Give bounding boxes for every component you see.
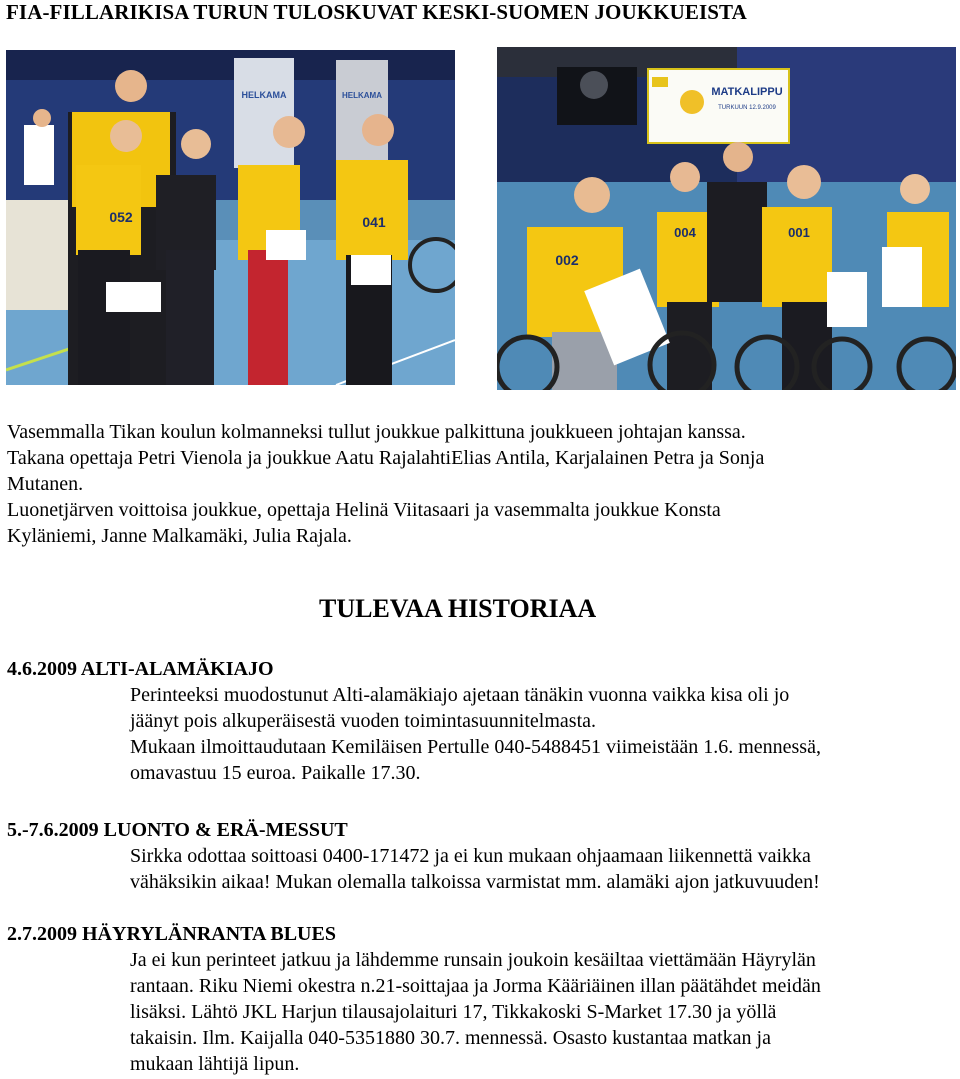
bib-number: 002 <box>555 252 579 268</box>
event-heading: 4.6.2009 ALTI-ALAMÄKIAJO <box>7 658 274 680</box>
team-photo-luonetjarvi <box>497 47 956 390</box>
team-photo-tikka <box>6 50 455 385</box>
event-line: takaisin. Ilm. Kaijalla 040-5351880 30.7. mennessä. Osasto kustantaa matkan ja <box>130 1027 771 1049</box>
event-line: lisäksi. Lähtö JKL Harjun tilausajolaituri 17, Tikkakoski S-Market 17.30 ja yöllä <box>130 1001 777 1023</box>
event-line: Perinteeksi muodostunut Alti-alamäkiajo ajetaan tänäkin vuonna vaikka kisa oli jo <box>130 684 790 706</box>
event-description <box>7 947 821 1077</box>
event-line: vähäksikin aikaa! Mukan olemalla talkoissa varmistat mm. alamäki ajon jatkuvuuden! <box>130 871 820 893</box>
section-heading: TULEVAA HISTORIAA <box>319 594 597 623</box>
event-line: mukaan lähtijä lipun. <box>130 1053 300 1075</box>
bib-number: 001 <box>788 225 810 240</box>
caption-line: Vasemmalla Tikan koulun kolmanneksi tullut joukkue palkittuna joukkueen johtajan kanssa. <box>7 421 746 443</box>
caption-line: Luonetjärven voittoisa joukkue, opettaja Helinä Viitasaari ja vasemmalta joukkue Konsta <box>7 499 721 521</box>
page-title: FIA-FILLARIKISA TURUN TULOSKUVAT KESKI-SUOMEN JOUKKUEISTA <box>6 0 747 24</box>
event-heading: 2.7.2009 HÄYRYLÄNRANTA BLUES <box>7 923 336 945</box>
sign-subtitle: TURKUUN 12.9.2009 <box>718 105 776 111</box>
event-luonto-era-messut <box>7 817 820 895</box>
bib-number: 004 <box>674 225 696 240</box>
caption-line: Takana opettaja Petri Vienola ja joukkue Aatu RajalahtiElias Antila, Karjalainen Petra ja Sonja <box>7 447 765 469</box>
banner-label: HELKAMA <box>342 91 382 100</box>
banner-label: HELKAMA <box>241 90 287 100</box>
event-line: rantaan. Riku Niemi okestra n.21-soittajaa ja Jorma Kääriäinen illan päätähdet meidän <box>130 975 821 997</box>
caption-line: Kyläniemi, Janne Malkamäki, Julia Rajala. <box>7 525 352 547</box>
event-line: jäänyt pois alkuperäisestä vuoden toimintasuunnitelmasta. <box>130 710 597 732</box>
event-hayrylanranta-blues <box>7 921 821 1077</box>
event-heading: 5.-7.6.2009 LUONTO & ERÄ-MESSUT <box>7 819 348 841</box>
bib-number: 041 <box>362 214 386 230</box>
bib-number: 052 <box>109 209 133 225</box>
event-alti-alamakiajo <box>7 656 821 786</box>
photo-caption <box>7 419 947 549</box>
event-description <box>7 682 821 786</box>
event-line: Sirkka odottaa soittoasi 0400-171472 ja ei kun mukaan ohjaamaan liikennettä vaikka <box>130 845 811 867</box>
sign-title: MATKALIPPU <box>711 86 783 98</box>
caption-line: Mutanen. <box>7 473 84 495</box>
event-line: Mukaan ilmoittaudutaan Kemiläisen Pertulle 040-5488451 viimeistään 1.6. mennessä, <box>130 736 821 758</box>
event-description <box>7 843 820 895</box>
event-line: Ja ei kun perinteet jatkuu ja lähdemme runsain joukoin kesäiltaa viettämään Häyrylän <box>130 949 816 971</box>
event-line: omavastuu 15 euroa. Paikalle 17.30. <box>130 762 421 784</box>
